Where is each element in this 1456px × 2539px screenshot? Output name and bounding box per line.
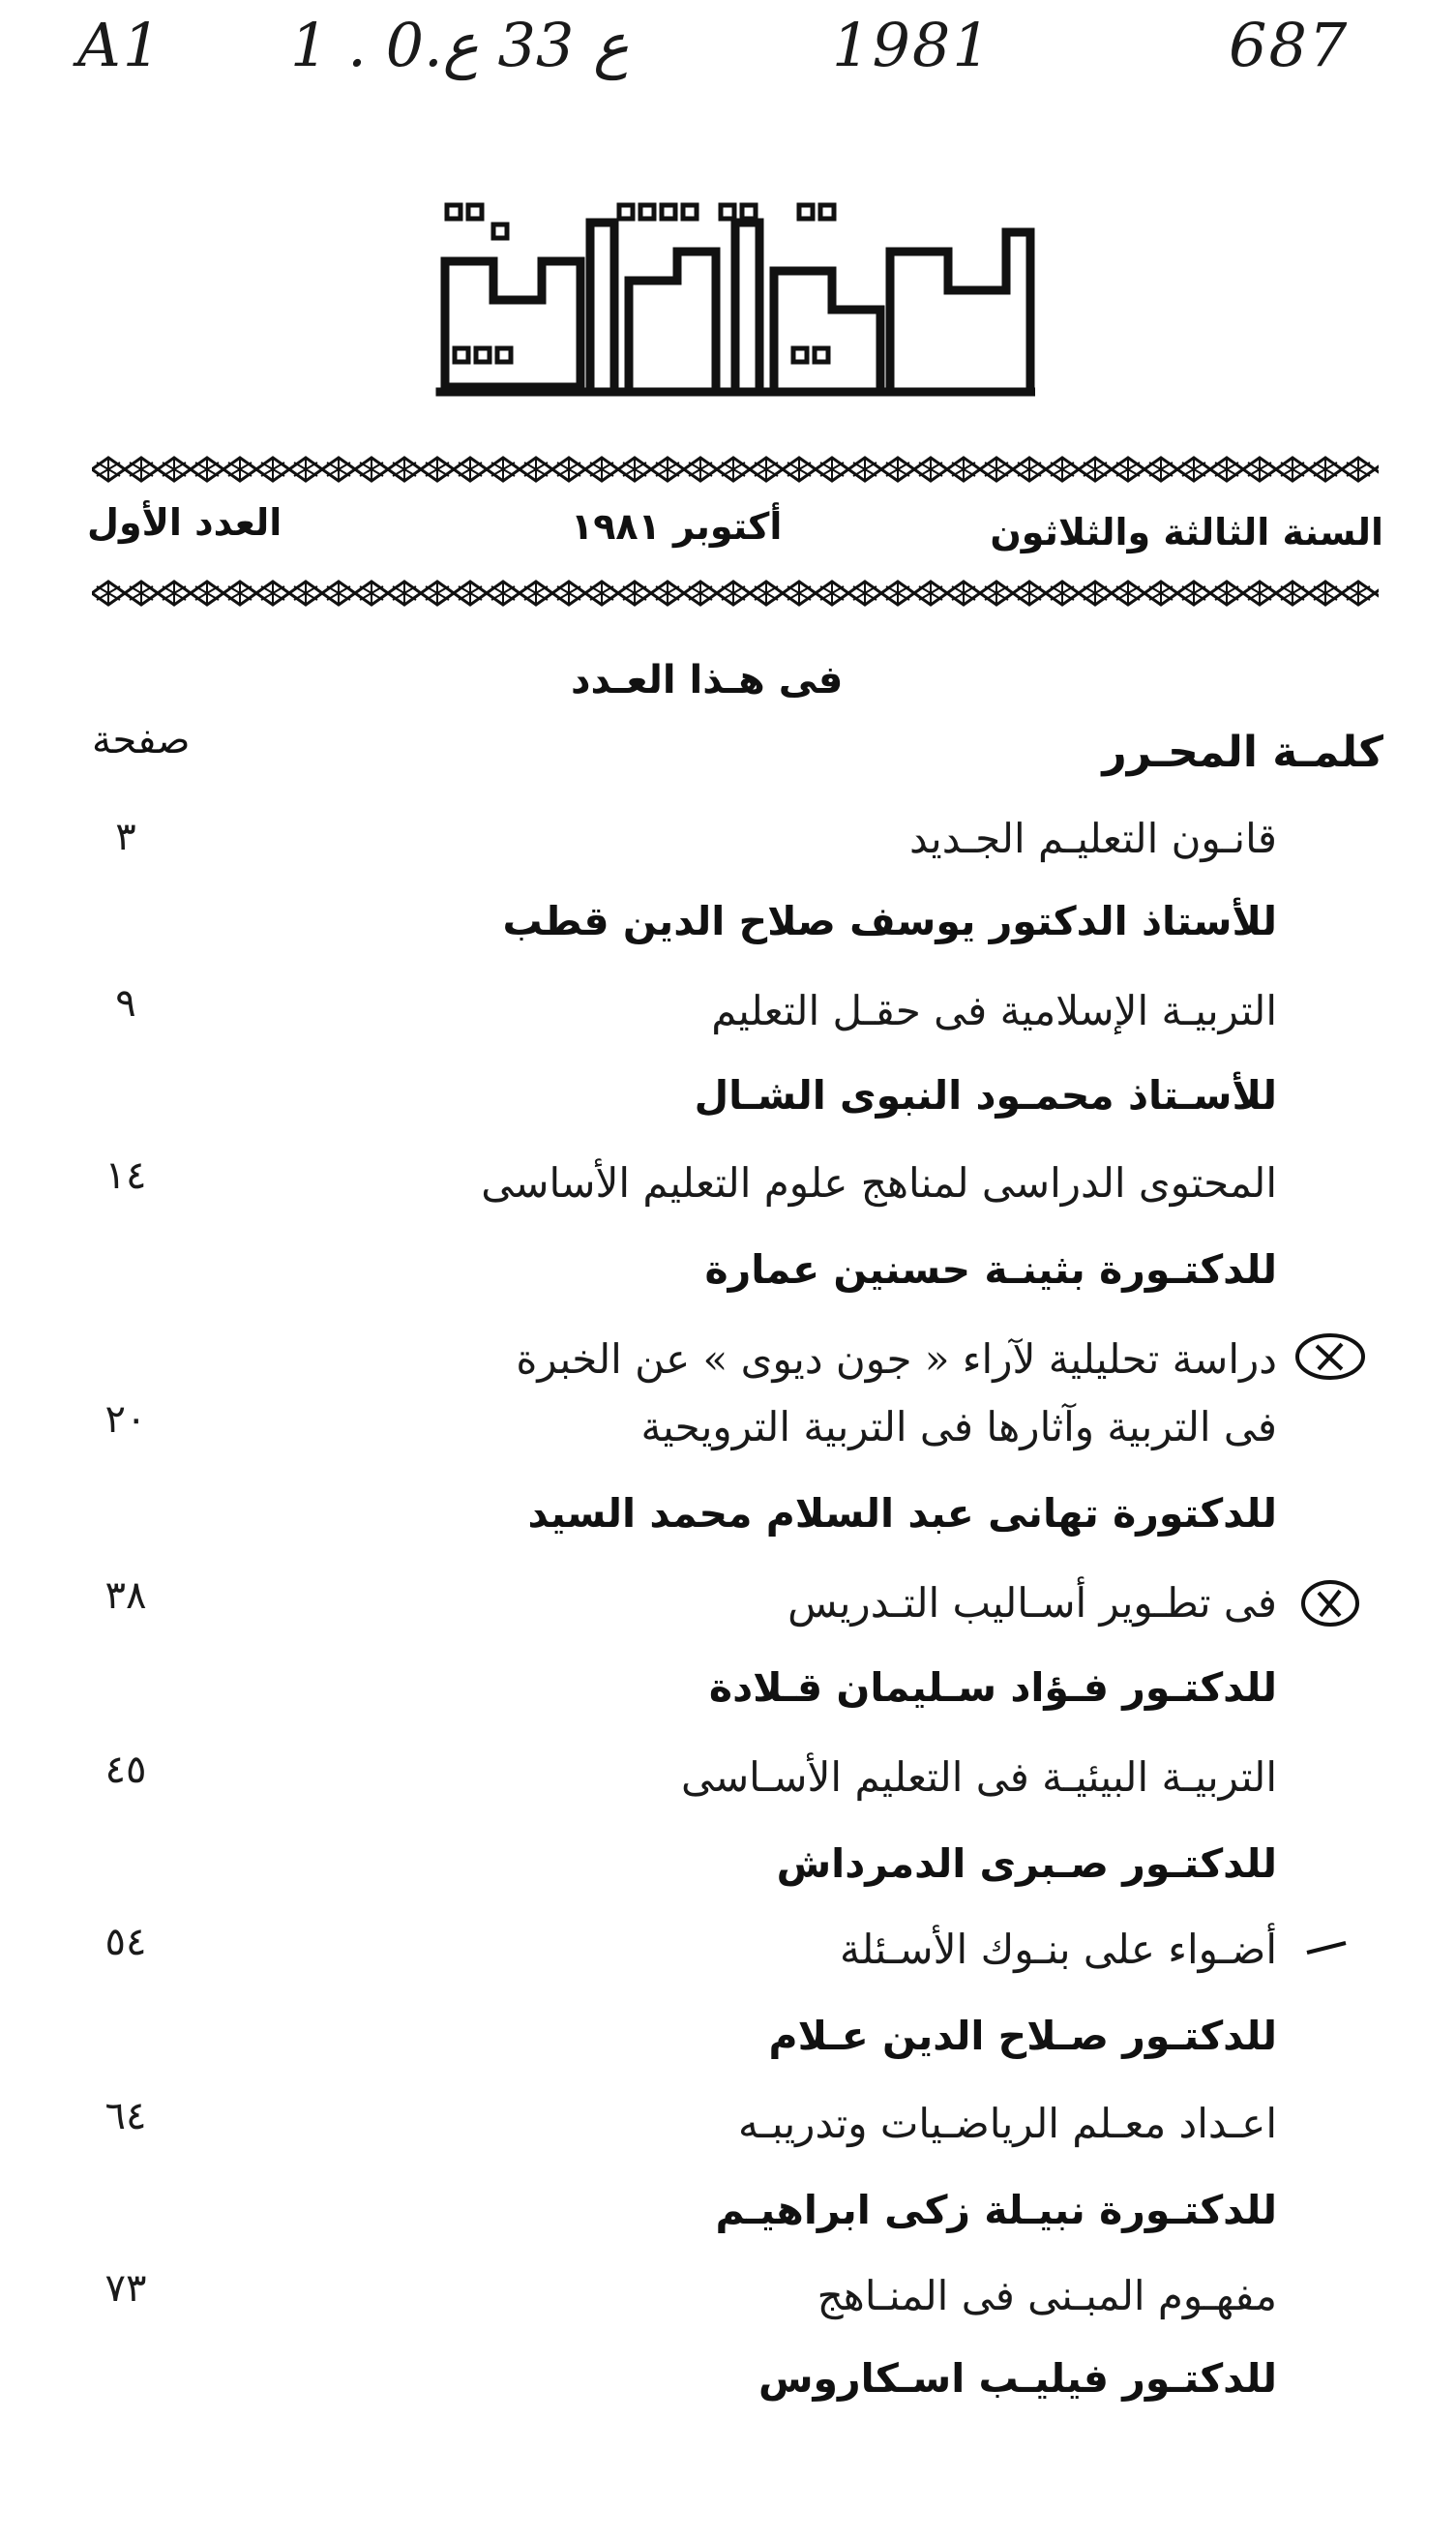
entry-author: للدكتـور فيليـب اسـكاروس — [758, 2355, 1277, 2402]
entry-title-line-1: دراسة تحليلية لآراء « جون ديوى » عن الخبرة — [516, 1335, 1277, 1383]
entry-author: للدكتـور فـؤاد سـليمان قـلادة — [708, 1664, 1277, 1711]
entry-author: للدكتـور صـلاح الدين عـلام — [768, 2013, 1277, 2059]
issue-number-label: العدد الأول — [87, 501, 282, 544]
contents-heading: فى هـذا العـدد — [571, 658, 844, 702]
handwritten-note-code: 1 . ع 33 ع.0 — [290, 10, 630, 80]
entry-page-number: ٣٨ — [104, 1573, 147, 1618]
circled-x-mark-icon — [1292, 1577, 1369, 1629]
entry-page-number: ٣ — [115, 815, 136, 859]
handwritten-note-left: A1 — [77, 10, 163, 80]
entry-page-number: ٦٤ — [104, 2094, 147, 2138]
entry-page-number: ٧٣ — [104, 2266, 147, 2311]
entry-title: التربيـة الإسلامية فى حقـل التعليم — [711, 987, 1277, 1034]
entry-page-number: ١٤ — [104, 1153, 147, 1198]
entry-title: فى تطـوير أسـاليب التـدريس — [787, 1579, 1277, 1627]
entry-author: للدكتورة تهانى عبد السلام محمد السيد — [527, 1490, 1277, 1537]
circled-x-mark-icon — [1292, 1330, 1369, 1383]
entry-title: أضـواء على بنـوك الأسـئلة — [840, 1926, 1277, 1973]
handwritten-note-number: 687 — [1229, 10, 1350, 80]
entry-title: قانـون التعليـم الجـديد — [908, 815, 1277, 862]
handwritten-note-year: 1981 — [832, 10, 993, 80]
entry-author: للأسـتاذ محمـود النبوى الشـال — [694, 1072, 1277, 1119]
ornamental-rule-top — [92, 455, 1379, 484]
entry-title: مفهـوم المبـنى فى المنـاهج — [817, 2272, 1277, 2319]
entry-title: المحتوى الدراسى لمناهج علوم التعليم الأساسى — [481, 1159, 1277, 1207]
volume-year-label: السنة الثالثة والثلاثون — [990, 511, 1383, 553]
entry-author: للدكتـور صـبرى الدمرداش — [776, 1840, 1277, 1887]
check-dash-mark-icon — [1303, 1929, 1352, 1968]
entry-page-number: ٥٤ — [104, 1920, 147, 1964]
entry-title: اعـداد معـلم الرياضـيات وتدريبـه — [737, 2100, 1277, 2147]
ornamental-rule-bottom — [92, 579, 1379, 608]
entry-page-number: ٢٠ — [104, 1397, 147, 1442]
editor-word: كلمـة المحـرر — [1102, 728, 1383, 777]
page-column-label: صفحة — [92, 718, 191, 762]
entry-page-number: ٩ — [115, 981, 136, 1026]
entry-author: للأستاذ الدكتور يوسف صلاح الدين قطب — [502, 898, 1277, 944]
entry-author: للدكتـورة نبيـلة زكى ابراهيـم — [715, 2187, 1277, 2233]
entry-author: للدكتـورة بثينـة حسنين عمارة — [704, 1246, 1277, 1293]
masthead-logo — [426, 194, 1035, 397]
issue-date-label: أكتوبر ١٩٨١ — [571, 505, 783, 548]
entry-page-number: ٤٥ — [104, 1747, 147, 1792]
entry-title-line-2: فى التربية وآثارها فى التربية الترويحية — [640, 1403, 1277, 1450]
entry-title: التربيـة البيئيـة فى التعليم الأسـاسى — [680, 1753, 1277, 1801]
